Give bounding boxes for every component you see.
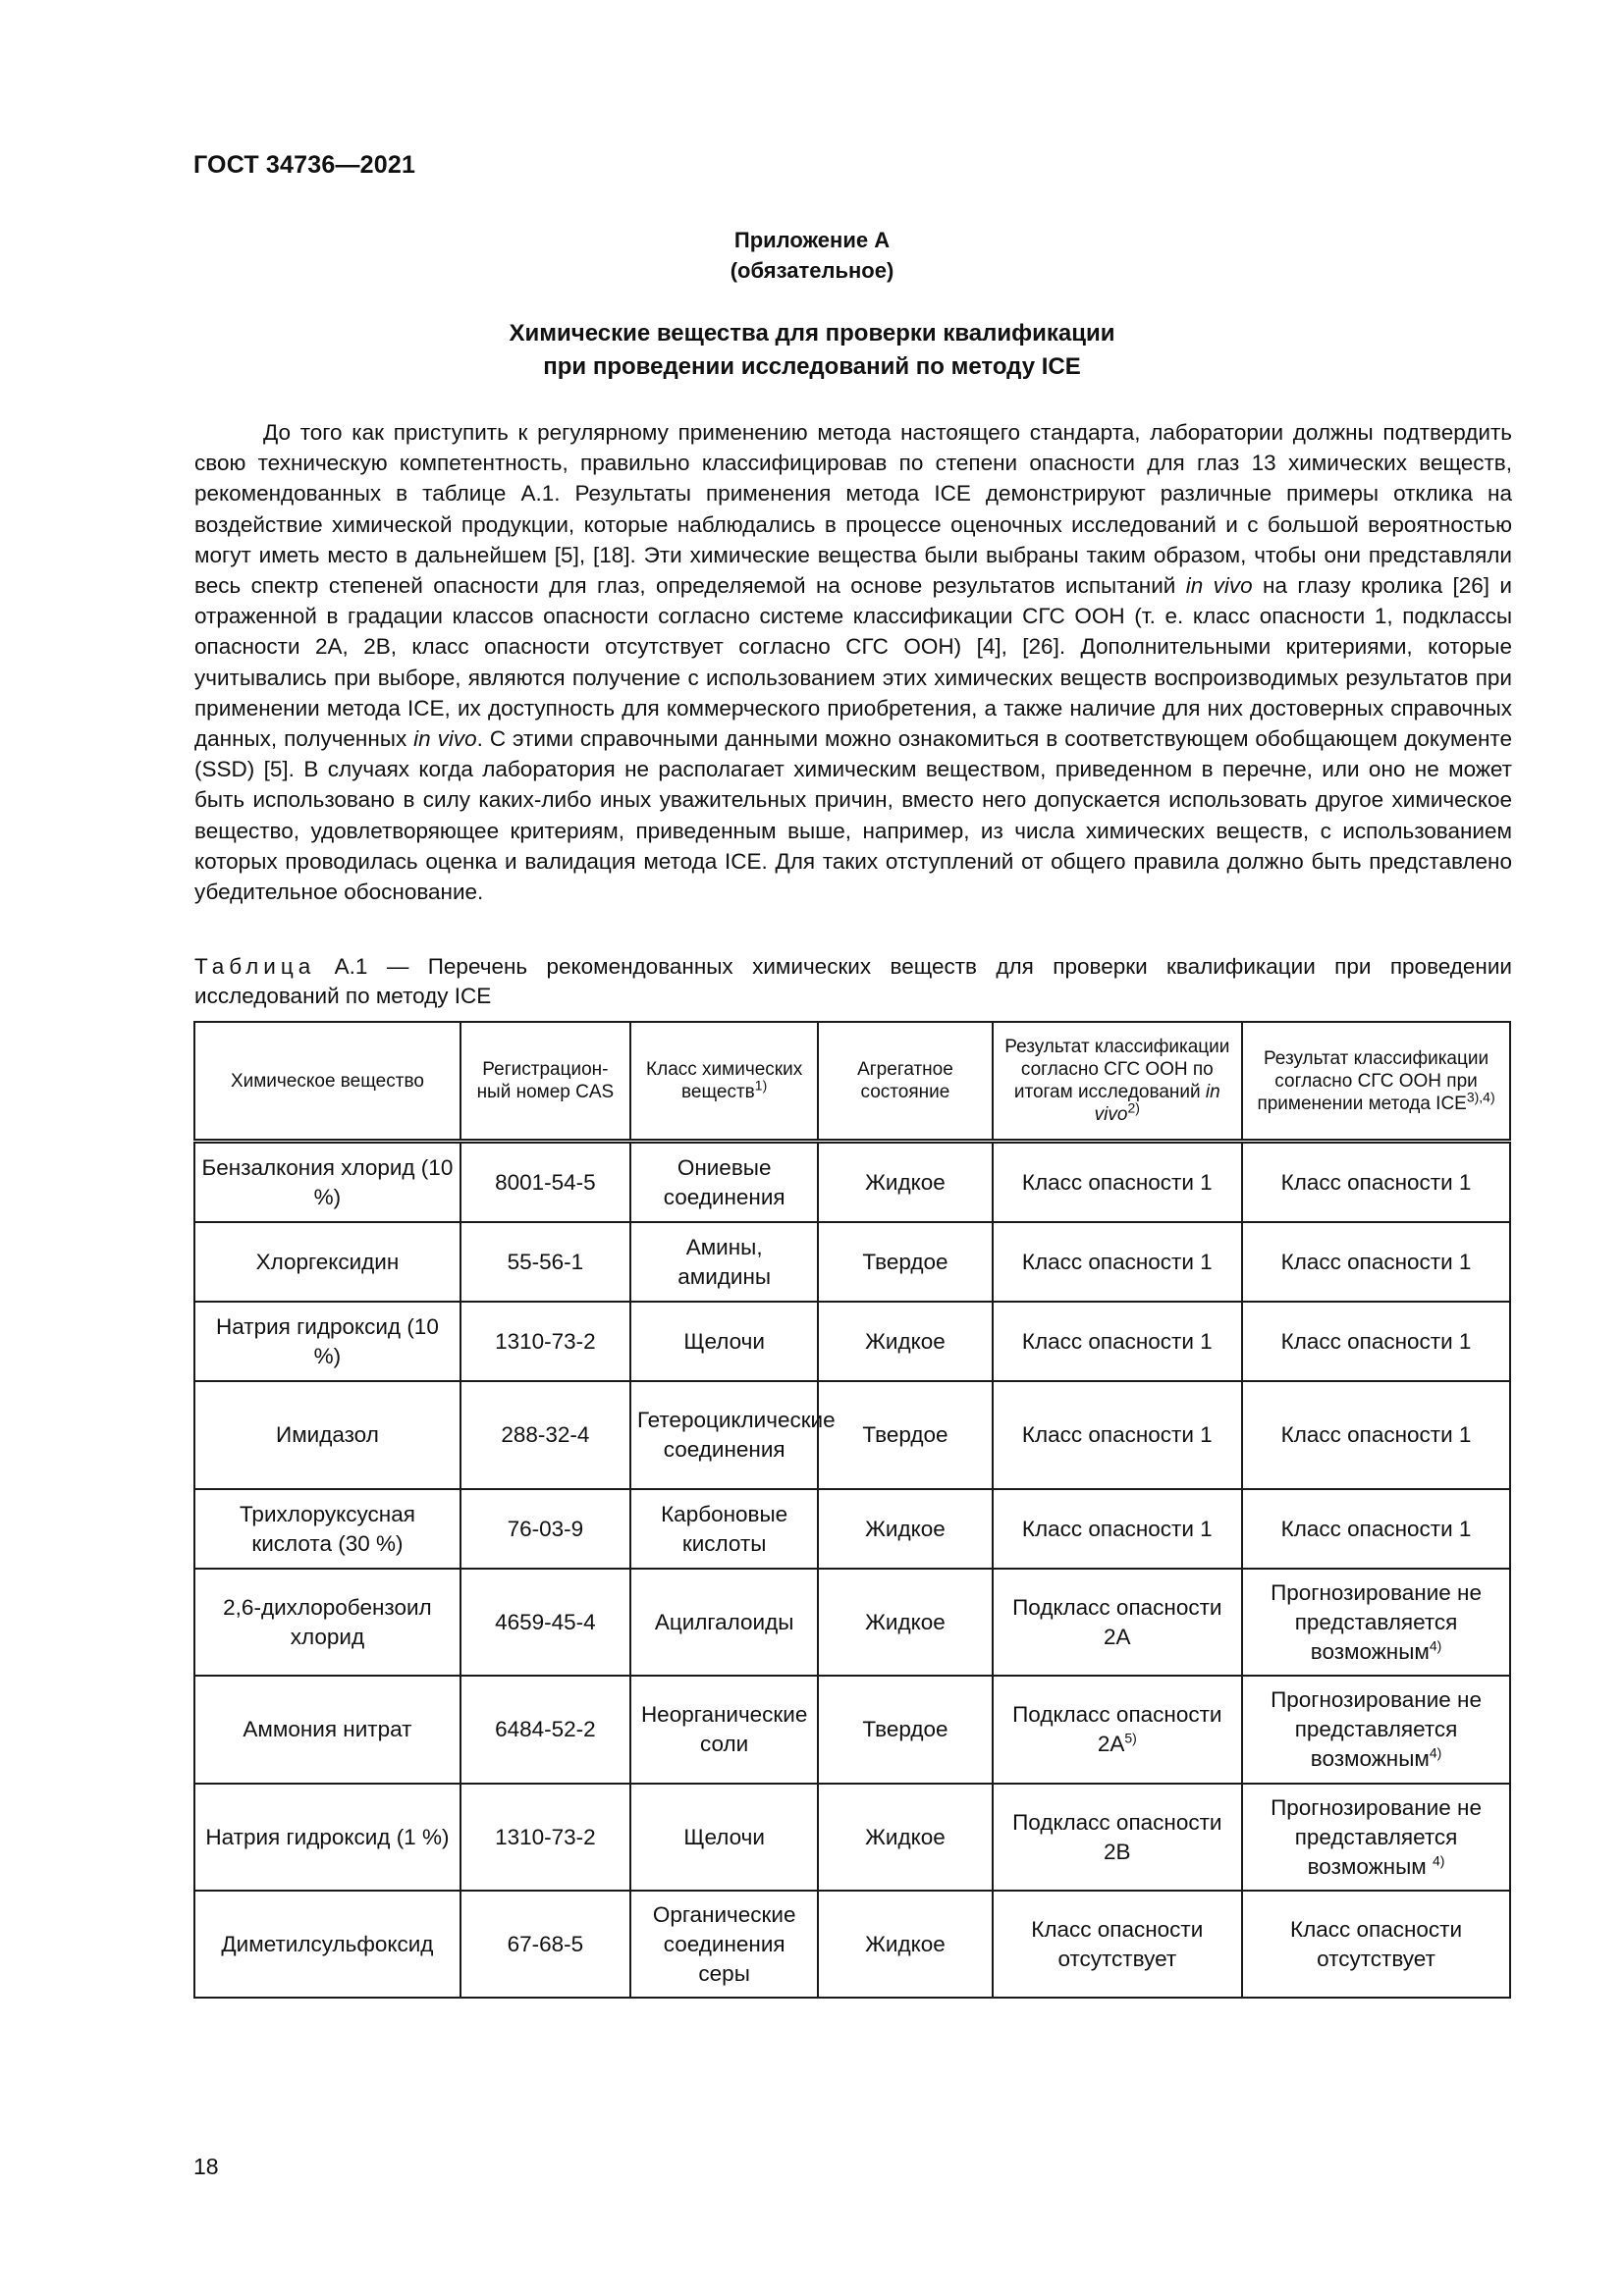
cell-class: Органические соединения серы (630, 1891, 818, 1998)
cell-ice: Класс опасности 1 (1242, 1489, 1510, 1569)
cell-class: Щелочи (630, 1302, 818, 1381)
header-in-vivo: Результат классификации согласно СГС ООН по итогам исследований in vivo$^{2)}$ (993, 1022, 1243, 1142)
cell-cas: 6484-52-2 (460, 1676, 630, 1784)
cell-class: Неорганические соли (630, 1676, 818, 1784)
table-row (194, 1784, 1510, 1891)
cell-ice: Прогнозирование не представляется возможным$^{4)}$ (1242, 1569, 1510, 1676)
cell-in-vivo: Подкласс опасности 2А (993, 1569, 1243, 1676)
cell-in-vivo: Класс опасности 1 (993, 1489, 1243, 1569)
cell-cas: 288-32-4 (460, 1381, 630, 1489)
annex-status: (обязательное) (730, 258, 894, 283)
cell-ice: Класс опасности 1 (1242, 1142, 1510, 1223)
body-italic-1: in vivo (1185, 573, 1253, 599)
cell-substance: Аммония нитрат (194, 1676, 460, 1784)
cell-state: Твердое (818, 1222, 992, 1302)
cell-state: Жидкое (818, 1784, 992, 1891)
table-caption-text: А.1 — Перечень рекомендованных химических веществ для проверки квалификации при проведении исследований по методу ICE (194, 954, 1512, 1008)
cell-ice: Класс опасности 1 (1242, 1381, 1510, 1489)
cell-ice: Класс опасности отсутствует (1242, 1891, 1510, 1998)
cell-cas: 4659-45-4 (460, 1569, 630, 1676)
cell-cas: 1310-73-2 (460, 1302, 630, 1381)
body-text-part-1: До того как приступить к регулярному применению метода настоящего стандарта, лаборатории должны подтвердить свою техническую компетентность, правильно классифицировав по степени опасности для глаз 13 химических веществ, рекомендованных в таблице А.1. Результаты применения метода ICE демонстрируют различные примеры отклика на воздействие химической продукции, которые наблюдались в процессе оценочных исследований и с большой вероятностью могут иметь место в дальнейшем [5], [18]. Эти химические вещества были выбраны таким образом, чтобы они представляли весь спектр степеней опасности для глаз, определяемой на основе результатов испытаний (194, 420, 1512, 599)
cell-class: Щелочи (630, 1784, 818, 1891)
cell-substance: Натрия гидроксид (1 %) (194, 1784, 460, 1891)
cell-state: Жидкое (818, 1302, 992, 1381)
header-class: Класс химических веществ$^{1)}$ (630, 1022, 818, 1142)
cell-cas: 8001-54-5 (460, 1142, 630, 1223)
cell-state: Жидкое (818, 1489, 992, 1569)
document-code: ГОСТ 34736—2021 (193, 151, 416, 179)
cell-substance: Диметилсульфоксид (194, 1891, 460, 1998)
page-number: 18 (193, 2154, 219, 2179)
cell-ice: Прогнозирование не представляется возможным$^{4)}$ (1242, 1676, 1510, 1784)
cell-class: Амины, амидины (630, 1222, 818, 1302)
cell-substance: Трихлоруксусная кислота (30 %) (194, 1489, 460, 1569)
cell-ice: Класс опасности 1 (1242, 1222, 1510, 1302)
body-text-part-3: . С этими справочными данными можно ознакомиться в соответствующем обобщающем документе (SSD) [5]. В случаях когда лаборатория не располагает химическим веществом, приведенном в перечне, или оно не может быть использовано в силу каких-либо иных уважительных причин, вместо него допускается использовать другое химическое вещество, удовлетворяющее критериям, приведенным выше, например, из числа химических веществ, с использованием которых проводилась оценка и валидация метода ICE. Для таких отступлений от общего правила должно быть представлено убедительное обоснование. (194, 726, 1513, 905)
annex-title: Приложение А (733, 228, 891, 252)
cell-in-vivo: Класс опасности 1 (993, 1222, 1243, 1302)
section-title-line-2: при проведении исследований по методу ICE (543, 353, 1081, 380)
cell-substance: Натрия гидроксид (10 %) (194, 1302, 460, 1381)
substances-table (193, 1021, 1511, 1999)
table-row (194, 1489, 1510, 1569)
cell-class: Карбоновые кислоты (630, 1489, 818, 1569)
cell-cas: 67-68-5 (460, 1891, 630, 1998)
table-row (194, 1142, 1510, 1223)
body-paragraph (194, 417, 1512, 907)
cell-in-vivo: Класс опасности 1 (993, 1381, 1243, 1489)
cell-substance: Хлоргексидин (194, 1222, 460, 1302)
table-row (194, 1222, 1510, 1302)
cell-in-vivo: Подкласс опасности 2В (993, 1784, 1243, 1891)
table-header-row (194, 1022, 1510, 1142)
cell-ice: Прогнозирование не представляется возможным $^{4)}$ (1242, 1784, 1510, 1891)
cell-state: Твердое (818, 1381, 992, 1489)
cell-state: Жидкое (818, 1569, 992, 1676)
header-state: Агрегатное состояние (818, 1022, 992, 1142)
cell-class: Ацилгалоиды (630, 1569, 818, 1676)
cell-substance: Бензалкония хлорид (10 %) (194, 1142, 460, 1223)
cell-cas: 76-03-9 (460, 1489, 630, 1569)
table-caption (194, 952, 1512, 1011)
cell-class: Ониевые соединения (630, 1142, 818, 1223)
cell-in-vivo: Класс опасности отсутствует (993, 1891, 1243, 1998)
cell-state: Жидкое (818, 1142, 992, 1223)
cell-in-vivo: Класс опасности 1 (993, 1302, 1243, 1381)
section-title-line-1: Химические вещества для проверки квалификации (509, 320, 1115, 347)
cell-cas: 55-56-1 (460, 1222, 630, 1302)
table-row (194, 1676, 1510, 1784)
cell-state: Твердое (818, 1676, 992, 1784)
table-row (194, 1381, 1510, 1489)
table-row (194, 1302, 1510, 1381)
cell-substance: Имидазол (194, 1381, 460, 1489)
header-cas: Регистрацион-ный номер CAS (460, 1022, 630, 1142)
section-title (0, 317, 1624, 384)
header-ice: Результат классификации согласно СГС ООН при применении метода $ICE^{3),4)}$ (1242, 1022, 1510, 1142)
annex-heading (0, 225, 1624, 286)
body-italic-2: in vivo (413, 726, 477, 752)
cell-cas: 1310-73-2 (460, 1784, 630, 1891)
cell-substance: 2,6-дихлоробензоил хлорид (194, 1569, 460, 1676)
cell-ice: Класс опасности 1 (1242, 1302, 1510, 1381)
table-row (194, 1569, 1510, 1676)
table-row (194, 1891, 1510, 1998)
cell-state: Жидкое (818, 1891, 992, 1998)
cell-class: Гетероциклические соединения (630, 1381, 818, 1489)
cell-in-vivo: Класс опасности 1 (993, 1142, 1243, 1223)
cell-in-vivo: Подкласс опасности $2А^{5)}$ (993, 1676, 1243, 1784)
header-substance: Химическое вещество (194, 1022, 460, 1142)
table-caption-label: Таблица (194, 954, 316, 979)
body-text-part-2: на глазу кролика [26] и отраженной в градации классов опасности согласно системе классификации СГС ООН (т. е. класс опасности 1, подклассы опасности 2А, 2В, класс опасности отсутствует согласно СГС ООН) [4], [26]. Дополнительными критериями, которые учитывались при выборе, являются получение с использованием этих химических веществ воспроизводимых результатов при применении метода ICE, их доступность для коммерческого приобретения, а также наличие для них достоверных справочных данных, полученных (194, 573, 1512, 752)
